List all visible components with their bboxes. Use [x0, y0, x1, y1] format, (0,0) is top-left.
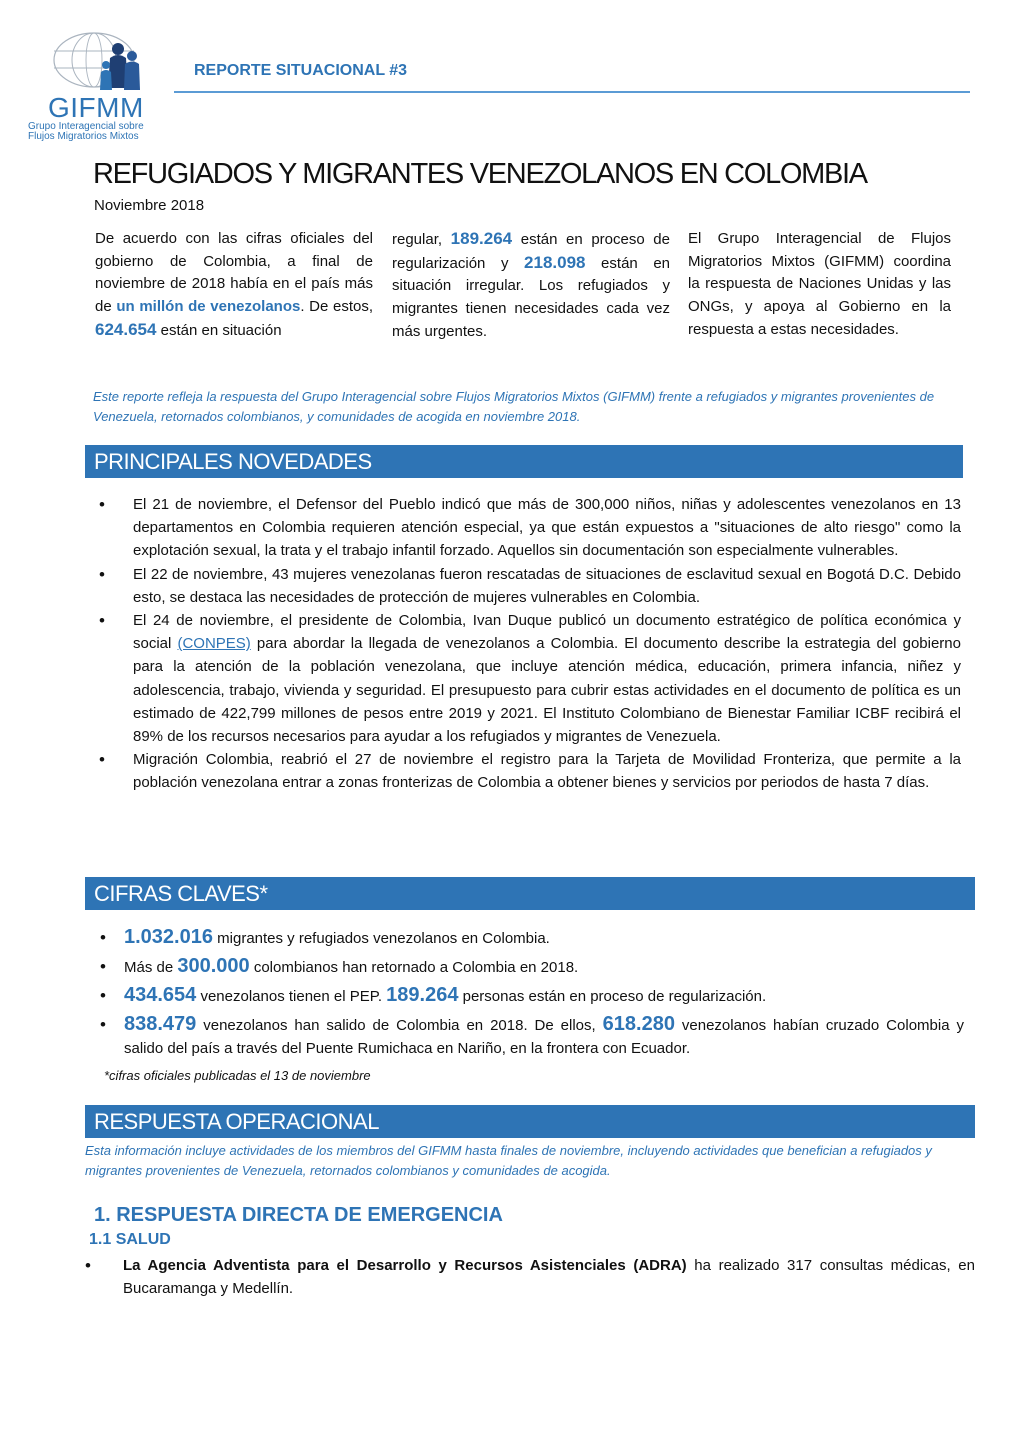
key-number: 300.000 — [177, 955, 250, 977]
intro-note: Este reporte refleja la respuesta del Grupo Interagencial sobre Flujos Migratorios Mixtos (GIFMM) frente a refugiados y migrantes provenientes de Venezuela, retornados colombianos, y comunidades de acogida en noviembre 2018. — [93, 389, 935, 424]
intro-text: . De estos, — [300, 298, 373, 316]
key-figures-footnote: *cifras oficiales publicadas el 13 de noviembre — [104, 1068, 371, 1083]
list-item — [86, 1013, 964, 1060]
key-text: venezolanos tienen el PEP. — [196, 988, 387, 1005]
list-item — [85, 1254, 975, 1300]
key-number: 618.280 — [602, 1013, 675, 1035]
list-item — [86, 955, 964, 979]
section-header-news: PRINCIPALES NOVEDADES — [85, 445, 963, 478]
key-number: 1.032.016 — [124, 926, 213, 948]
list-item — [86, 984, 964, 1008]
logo-wordmark: GIFMM — [48, 92, 144, 123]
health-list — [85, 1254, 975, 1300]
intro-text: De acuerdo con las cifras oficiales del gobierno de Colombia, a final de noviembre de 2018 había en el país más de — [95, 230, 373, 316]
section-header-operations: RESPUESTA OPERACIONAL — [85, 1105, 975, 1138]
logo-subtitle-line1: Grupo Interagencial sobre — [28, 121, 144, 132]
key-text: personas están en proceso de regularización. — [458, 988, 767, 1005]
key-number: 189.264 — [386, 984, 459, 1006]
news-text: para abordar la llegada de venezolanos a Colombia. El documento describe la estrategia del gobierno para la atención de la población venezolana, que incluye atención médica, educación, primera infancia, niñez y adolescencia, trabajo, vivienda y seguridad. El presupuesto para cubrir estas actividades en el documento de política es un estimado de 422,799 millones de pesos entre 2019 y 2021. El Instituto Colombiano de Bienestar Familiar ICBF recibirá el 89% de los recursos necesarios para ayudar a los refugiados y migrantes de Venezuela. — [133, 635, 961, 746]
intro-text: están en situación irregular. Los refugiados y migrantes tienen necesidades cada vez más urgentes. — [392, 254, 671, 340]
organization-name: La Agencia Adventista para el Desarrollo y Recursos Asistenciales (ADRA) — [123, 1257, 687, 1274]
list-item: • Migración Colombia, reabrió el 27 de noviembre el registro para la Tarjeta de Movilidad Fronteriza, que permite a la población venezolana entrar a zonas fronterizas de Colombia a obtener bienes y servicios por periodos de hasta 7 días. — [85, 748, 961, 794]
operations-note: Esta información incluye actividades de los miembros del GIFMM hasta finales de noviembre, incluyendo actividades que benefician a refugiados y migrantes provenientes de Venezuela, retornados colombianos y comunidades de acogida. — [85, 1143, 932, 1178]
key-number: 838.479 — [124, 1013, 197, 1035]
key-text: colombianos han retornado a Colombia en 2018. — [249, 959, 579, 976]
key-figures-list — [86, 926, 964, 1065]
news-list — [85, 493, 961, 795]
intro-text: están en proceso de regularización y — [392, 231, 670, 272]
subsection-title-emergency: 1. RESPUESTA DIRECTA DE EMERGENCIA — [94, 1204, 503, 1226]
logo-subtitle — [28, 122, 144, 142]
logo-subtitle-line2: Flujos Migratorios Mixtos — [28, 131, 139, 142]
intro-column-1 — [95, 228, 373, 343]
key-text: venezolanos han salido de Colombia en 2018. De ellos, — [196, 1017, 603, 1034]
report-date: Noviembre 2018 — [94, 197, 205, 214]
intro-highlight: un millón de venezolanos — [116, 298, 301, 316]
list-item — [85, 609, 961, 748]
page-title: REFUGIADOS Y MIGRANTES VENEZOLANOS EN COLOMBIA — [93, 158, 867, 190]
key-text: venezolanos habían cruzado Colombia y salido del país a través del Puente Rumichaca en Nariño, en la frontera con Ecuador. — [124, 1017, 964, 1057]
header-divider — [174, 91, 970, 93]
intro-text: están en situación — [156, 321, 282, 339]
news-text: El 24 de noviembre, el presidente de Colombia, Ivan Duque publicó un documento estratégico de política económica y social — [133, 612, 961, 653]
key-text: migrantes y refugiados venezolanos en Colombia. — [212, 930, 550, 947]
intro-column-3: El Grupo Interagencial de Flujos Migratorios Mixtos (GIFMM) coordina la respuesta de Naciones Unidas y las ONGs, y apoya al Gobierno en la respuesta a estas necesidades. — [688, 230, 951, 338]
health-text: ha realizado 317 consultas médicas, en Bucaramanga y Medellín. — [123, 1257, 975, 1298]
intro-number-process: 189.264 — [450, 229, 513, 248]
report-label: REPORTE SITUACIONAL #3 — [194, 62, 408, 79]
intro-number-irregular: 218.098 — [524, 252, 586, 272]
subsection-title-health: 1.1 SALUD — [89, 1231, 171, 1248]
intro-number-regular: 624.654 — [95, 319, 157, 339]
conpes-link[interactable]: (CONPES) — [177, 635, 251, 653]
intro-column-2 — [392, 228, 670, 344]
intro-text: regular, — [392, 231, 451, 248]
key-text: Más de — [124, 959, 178, 976]
key-number: 434.654 — [124, 984, 197, 1006]
list-item: • El 22 de noviembre, 43 mujeres venezolanas fueron rescatadas de situaciones de esclavitud sexual en Bogotá D.C. Debido esto, se destaca las necesidades de protección de mujeres vulnerables en Colombia. — [85, 563, 961, 609]
section-header-keys: CIFRAS CLAVES* — [85, 877, 975, 910]
list-item: • El 21 de noviembre, el Defensor del Pueblo indicó que más de 300,000 niños, niñas y adolescentes venezolanos en 13 departamentos en Colombia requieren atención especial, ya que están expuestos a "situaciones de alto riesgo" como la explotación sexual, la trata y el trabajo infantil forzado. Aquellos sin documentación son especialmente vulnerables. — [85, 493, 961, 563]
list-item — [86, 926, 964, 950]
